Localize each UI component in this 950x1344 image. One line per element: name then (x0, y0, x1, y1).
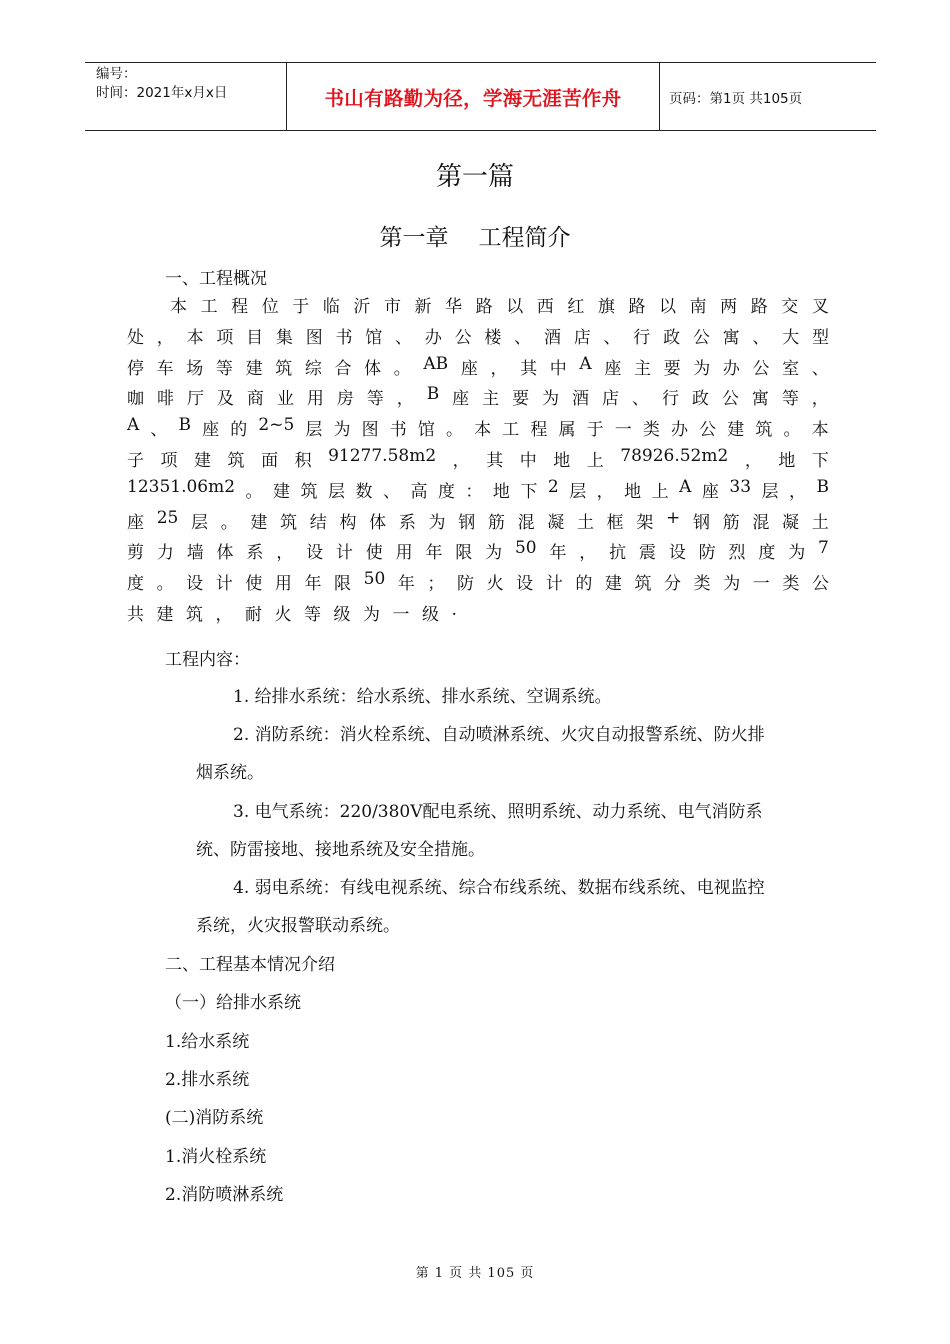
header-page-info: 页码：第1页 共105页 (669, 90, 803, 107)
page-footer: 第 1 页 共 105 页 (415, 1266, 535, 1281)
overview-line: 处 ， 本 项 目 集 图 书 馆 、 办 公 楼 、 酒 店 、 行 政 公 寓 、 大 型 (127, 327, 829, 348)
outline-item: 2.消防喷淋系统 (165, 1185, 284, 1205)
overview-line: 度 。 设 计 使 用 年 限 50 年 ； 防 火 设 计 的 建 筑 分 类 为 一 类 公 (127, 569, 829, 595)
overview-line: 咖 啡 厅 及 商 业 用 房 等 ， B 座 主 要 为 酒 店 、 行 政 公 寓 等 ， (127, 384, 829, 410)
time-label: 时间：2021年x月x日 (96, 85, 228, 101)
content-item: 1. 给排水系统：给水系统、排水系统、空调系统。 (233, 687, 612, 707)
content-item: 3. 电气系统：220/380V配电系统、照明系统、动力系统、电气消防系 (233, 802, 763, 822)
overview-line: 座 25 层 。 建 筑 结 构 体 系 为 钢 筋 混 凝 土 框 架 + 钢 筋 混 凝 土 (127, 507, 829, 533)
outline-item: (二)消防系统 (165, 1108, 264, 1128)
overview-line: 子 项 建 筑 面 积 91277.58m2 ， 其 中 地 上 78926.52m2 ， 地 下 (127, 446, 829, 471)
outline-item: 1.给水系统 (165, 1032, 250, 1052)
overview-line: A 、 B 座 的 2~5 层 为 图 书 馆 。 本 工 程 属 于 一 类 办 公 建 筑 。 本 (127, 415, 829, 441)
outline-item: （一）给排水系统 (165, 993, 301, 1013)
outline-item: 2.排水系统 (165, 1070, 250, 1090)
section-heading: 一、工程概况 (165, 269, 267, 289)
content-item: 2. 消防系统：消火栓系统、自动喷淋系统、火灾自动报警系统、防火排 (233, 725, 765, 745)
content-item-continuation: 系统，火灾报警联动系统。 (196, 916, 400, 936)
overview-line: 剪 力 墙 体 系 ， 设 计 使 用 年 限 为 50 年 ， 抗 震 设 防 烈 度 为 7 (127, 538, 829, 564)
chapter-number: 第一章 (379, 225, 449, 251)
chapter-title (0, 219, 950, 252)
header-meta (96, 65, 227, 103)
header-motto: 书山有路勤为径，学海无涯苦作舟 (324, 86, 622, 110)
chapter-name: 工程简介 (478, 225, 571, 251)
header-divider (659, 63, 660, 130)
outline-item: 1.消火栓系统 (165, 1147, 267, 1167)
overview-line: 共 建 筑 ， 耐 火 等 级 为 一 级 . (127, 600, 457, 625)
page-header (85, 62, 876, 131)
part-title: 第一篇 (435, 162, 514, 192)
overview-line: 12351.06m2 。 建 筑 层 数 、 高 度 ： 地 下 2 层 ， 地 上 A 座 33 层 ， B (127, 476, 829, 502)
content-heading: 工程内容： (165, 650, 250, 670)
content-item-continuation: 统、防雷接地、接地系统及安全措施。 (196, 840, 485, 860)
overview-line: 本 工 程 位 于 临 沂 市 新 华 路 以 西 红 旗 路 以 南 两 路 交 叉 (170, 297, 829, 317)
content-item-continuation: 烟系统。 (196, 763, 264, 783)
number-label: 编号： (96, 66, 137, 82)
content-item: 4. 弱电系统：有线电视系统、综合布线系统、数据布线系统、电视监控 (233, 878, 765, 898)
section-heading: 二、工程基本情况介绍 (165, 955, 335, 975)
overview-line: 停 车 场 等 建 筑 综 合 体 。 AB 座 ， 其 中 A 座 主 要 为 办 公 室 、 (127, 353, 829, 379)
